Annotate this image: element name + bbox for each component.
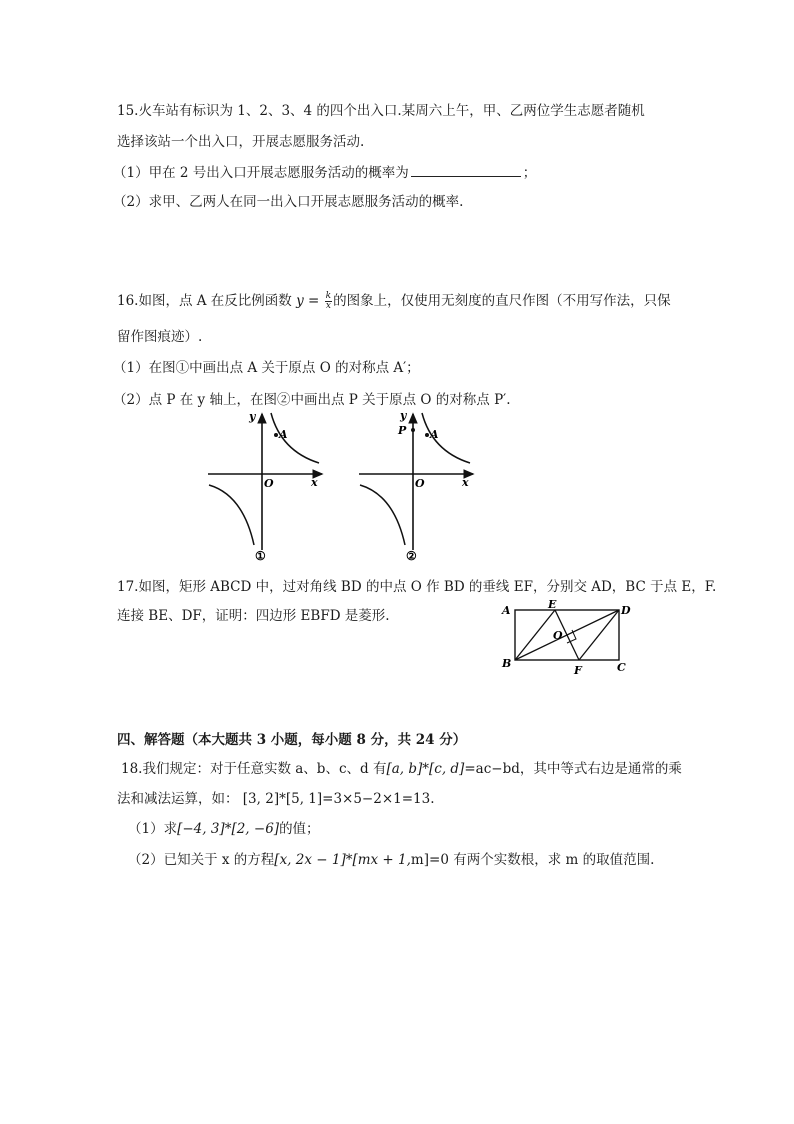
function-lhs: y = [296, 293, 320, 309]
segment-df [579, 610, 619, 660]
q18-line1-text: 18.我们规定：对于任意实数 a、b、c、d 有 [121, 761, 387, 777]
label-y: y [249, 410, 256, 423]
label-x: x [462, 476, 469, 489]
figure-caption-1: ① [255, 549, 266, 563]
q16-part1: （1）在图①中画出点 A 关于原点 O 的对称点 A′； [113, 360, 420, 376]
label-p: P [398, 424, 407, 437]
function-fraction [325, 292, 332, 311]
label-C: C [617, 661, 626, 674]
q18-part2-rest: ]=0 有两个实数根，求 m 的取值范围. [423, 852, 655, 868]
point-p [411, 428, 415, 432]
q18-definition-math: [a, b]*[c, d] [386, 761, 465, 777]
label-o: O [415, 477, 425, 490]
label-a: A [279, 428, 288, 441]
q17-line1: 17.如图，矩形 ABCD 中，过对角线 BD 的中点 O 作 BD 的垂线 EF，分别交 AD，BC 于点 E，F. [117, 579, 717, 595]
q16-line1-rest: 的图象上，仅使用无刻度的直尺作图（不用写作法，只保 [333, 293, 671, 309]
q18-part2-text: （2）已知关于 x 的方程 [128, 852, 275, 868]
q18-part1 [128, 819, 320, 839]
q18-part1-text: （1）求 [128, 821, 178, 837]
figure-caption-2: ② [406, 549, 417, 563]
q16-line1-text: 16.如图，点 A 在反比例函数 [117, 293, 292, 309]
q18-line1-rest: =ac−bd，其中等式右边是通常的乘 [464, 761, 682, 777]
q16-line2: 留作图痕迹）. [117, 329, 203, 345]
label-E: E [548, 598, 557, 611]
q15-part1-end: ； [522, 165, 537, 181]
q15-part1 [113, 162, 536, 183]
q16-line1 [117, 291, 671, 311]
label-y: y [400, 409, 407, 422]
hyperbola-branch-q3 [209, 485, 254, 545]
q18-line2: 法和减法运算，如： [3, 2]*[5, 1]=3×5−2×1=13. [117, 791, 435, 807]
q18-part2-m: m [410, 852, 424, 868]
label-B: B [502, 657, 512, 670]
label-D: D [621, 604, 631, 617]
q15-line1: 15.火车站有标识为 1、2、3、4 的四个出入口.某周六上午，甲、乙两位学生志愿者随机 [117, 103, 645, 119]
q15-line2: 选择该站一个出入口，开展志愿服务活动. [117, 134, 365, 150]
q18-part1-math: [−4, 3]*[2, −6] [177, 821, 280, 837]
label-x: x [311, 476, 318, 489]
fraction-denominator: x [325, 301, 331, 311]
label-F: F [574, 664, 582, 677]
q15-part1-text: （1）甲在 2 号出入口开展志愿服务活动的概率为 [113, 165, 409, 181]
q16-part2: （2）点 P 在 y 轴上，在图②中画出点 P 关于原点 O 的对称点 P′. [113, 392, 511, 408]
hyperbola-figure-1 [205, 405, 330, 565]
q15-part2: （2）求甲、乙两人在同一出入口开展志愿服务活动的概率. [113, 194, 464, 210]
segment-be [515, 610, 555, 660]
label-O: O [553, 629, 563, 642]
answer-blank [411, 162, 521, 177]
hyperbola-branch-q3 [360, 485, 405, 545]
q18-part2 [128, 850, 654, 870]
q18-part1-rest: 的值； [279, 821, 320, 837]
rectangle-figure [497, 597, 642, 679]
point-a [425, 433, 429, 437]
label-a: A [430, 428, 439, 441]
q18-part2-math: [x, 2x − 1]*[mx + 1, [274, 852, 411, 868]
point-a [274, 433, 278, 437]
q17-line2: 连接 BE、DF，证明：四边形 EBFD 是菱形. [117, 608, 390, 624]
hyperbola-figure-2 [356, 405, 481, 565]
label-o: O [264, 477, 274, 490]
q18-line1 [121, 759, 682, 779]
fraction-numerator: k [325, 291, 332, 301]
label-A: A [502, 604, 511, 617]
section-heading: 四、解答题（本大题共 3 小题，每小题 8 分，共 24 分） [117, 732, 467, 748]
